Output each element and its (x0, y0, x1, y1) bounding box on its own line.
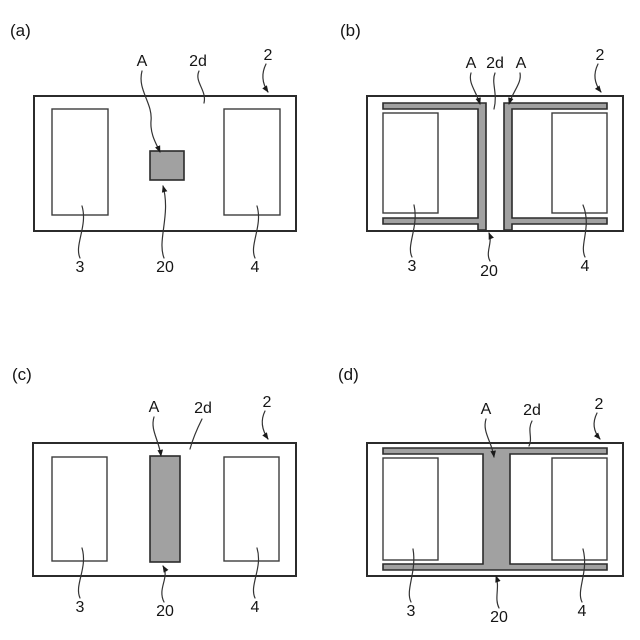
panel-a-letter: (a) (10, 21, 31, 40)
panel-c (0, 320, 320, 640)
panel-b-label-A1: A (465, 55, 477, 72)
panel-a-label-A: A (136, 53, 148, 70)
panel-d-leader-20 (496, 576, 499, 608)
panel-a-label-2: 2 (263, 47, 273, 64)
panel-c-label-20: 20 (156, 603, 174, 620)
panel-b-label-2: 2 (595, 47, 605, 64)
panel-a-label-20: 20 (156, 259, 174, 276)
panel-d-label-3: 3 (406, 603, 416, 620)
panel-b-label-2d: 2d (486, 55, 504, 72)
panel-a (0, 0, 320, 320)
panel-d-letter: (d) (338, 365, 359, 384)
panel-a-leader-2 (263, 64, 268, 92)
panel-b-label-A2: A (515, 55, 527, 72)
panel-d-label-4: 4 (577, 603, 587, 620)
panel-b-component-4 (552, 113, 607, 213)
panel-b-label-3: 3 (407, 258, 417, 275)
panel-c-label-4: 4 (250, 599, 260, 616)
panel-d-label-A: A (480, 401, 492, 418)
panel-c-label-2: 2 (262, 394, 272, 411)
panel-a-label-3: 3 (75, 259, 85, 276)
panel-c-label-3: 3 (75, 599, 85, 616)
panel-c-label-2d: 2d (194, 400, 212, 417)
panel-b-component-3 (383, 113, 438, 213)
panel-b-label-4: 4 (580, 258, 590, 275)
panel-a-label-4: 4 (250, 259, 260, 276)
panel-a-bonding-region-20 (150, 151, 184, 180)
panel-d-label-20: 20 (490, 609, 508, 626)
panel-d-leader-2 (594, 413, 600, 439)
panel-c-label-A: A (148, 399, 160, 416)
panel-b-leader-2 (595, 64, 601, 92)
panel-b-letter: (b) (340, 21, 361, 40)
panel-a-label-2d: 2d (189, 53, 207, 70)
panel-b-leader-20 (488, 233, 490, 261)
panel-a-component-4 (224, 109, 280, 215)
panel-d-label-2d: 2d (523, 402, 541, 419)
panel-c-component-3 (52, 457, 107, 561)
panel-b (320, 0, 640, 320)
panel-c-leader-2 (262, 411, 268, 439)
panel-c-letter: (c) (12, 365, 32, 384)
panel-c-component-4 (224, 457, 279, 561)
panel-d (320, 320, 640, 640)
panel-c-bonding-region-20 (150, 456, 180, 562)
panel-b-label-20: 20 (480, 263, 498, 280)
panel-d-component-3 (383, 458, 438, 560)
panel-a-component-3 (52, 109, 108, 215)
panel-d-component-4 (552, 458, 607, 560)
panel-d-label-2: 2 (594, 396, 604, 413)
